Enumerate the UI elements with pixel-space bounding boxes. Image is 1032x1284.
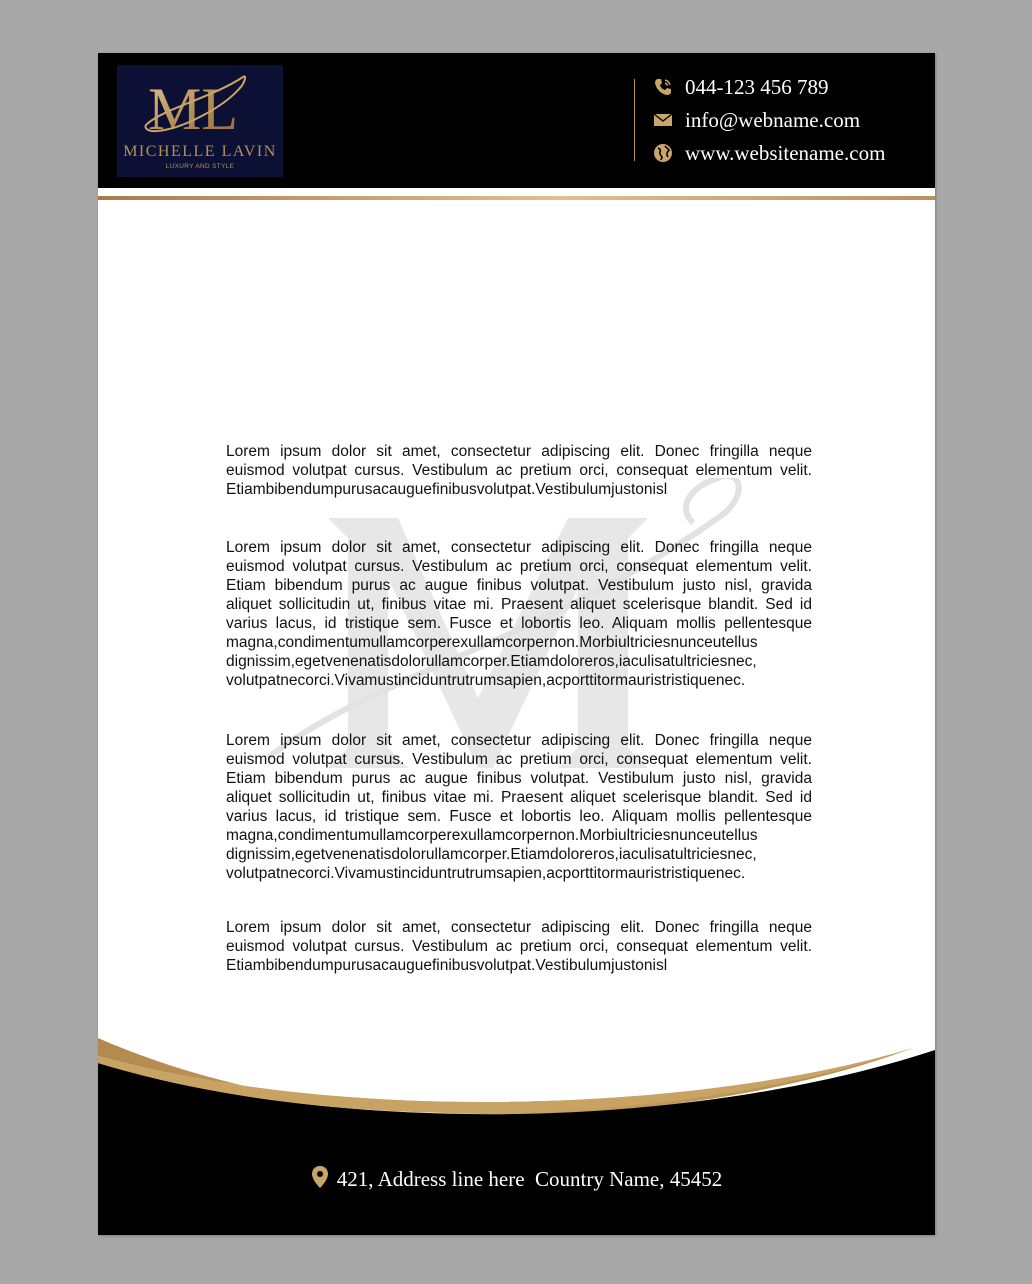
contact-phone-text: 044-123 456 789	[685, 74, 829, 99]
monogram-logo-mark	[143, 69, 257, 141]
body-paragraph: Lorem ipsum dolor sit amet, consectetur adipiscing elit. Donec fringilla neque euismod volutpat cursus. Vestibulum ac pretium orci, consequat elementum velit. Etiambibendumpurusacauguefinibusvolutpat.Vestibulumjustonisl	[226, 919, 812, 974]
contact-website-text: www.websitename.com	[685, 140, 886, 165]
brand-name: MICHELLE LAVIN	[123, 143, 277, 160]
footer-wave	[98, 1028, 935, 1235]
footer-address-text: 421, Address line here Country Name, 45452	[336, 1167, 723, 1191]
header-divider	[634, 79, 635, 161]
body-paragraph: Lorem ipsum dolor sit amet, consectetur adipiscing elit. Donec fringilla neque euismod volutpat cursus. Vestibulum ac pretium orci, consequat elementum velit. Etiam bibendum purus ac augue finibus volutpat. Vestibulum justo nisl, gravida aliquet sollicitudin ut, finibus vitae mi. Praesent aliquet scelerisque blandit. Sed id varius lacus, id tristique sem. Fusce et lobortis leo. Aliquam mollis pellentesque magna,condimentumullamcorperexullamcorpernon.Morbiultriciesnunceutellus dignissim,egetvenenatisdolorullamcorper.Etiamdoloreros,iaculisatultriciesnec, volutpatnecorci.Vivamustinciduntrutrumsapien,acporttitormauristristiquenec.	[226, 732, 812, 882]
globe-icon	[652, 142, 674, 164]
contact-website[interactable]	[652, 139, 932, 167]
contact-phone[interactable]	[652, 73, 932, 101]
header-gold-rule	[98, 196, 935, 200]
body-paragraph: Lorem ipsum dolor sit amet, consectetur adipiscing elit. Donec fringilla neque euismod volutpat cursus. Vestibulum ac pretium orci, consequat elementum velit. Etiambibendumpurusacauguefinibusvolutpat.Vestibulumjustonisl	[226, 443, 812, 498]
brand-logo	[117, 65, 283, 177]
brand-tagline: LUXURY AND STYLE	[165, 163, 235, 170]
monogram-letters: ML	[148, 76, 238, 141]
letterhead-page	[98, 53, 935, 1235]
contact-email[interactable]	[652, 106, 932, 134]
contact-email-text: info@webname.com	[685, 107, 861, 132]
header-bar	[98, 53, 935, 188]
body-paragraph: Lorem ipsum dolor sit amet, consectetur adipiscing elit. Donec fringilla neque euismod volutpat cursus. Vestibulum ac pretium orci, consequat elementum velit. Etiam bibendum purus ac augue finibus volutpat. Vestibulum justo nisl, gravida aliquet sollicitudin ut, finibus vitae mi. Praesent aliquet scelerisque blandit. Sed id varius lacus, id tristique sem. Fusce et lobortis leo. Aliquam mollis pellentesque magna,condimentumullamcorperexullamcorpernon.Morbiultriciesnunceutellus dignissim,egetvenenatisdolorullamcorper.Etiamdoloreros,iaculisatultriciesnec, volutpatnecorci.Vivamustinciduntrutrumsapien,acporttitormauristristiquenec.	[226, 539, 812, 689]
mail-icon	[652, 109, 674, 131]
footer-address	[98, 1165, 935, 1194]
phone-icon	[652, 76, 674, 98]
location-pin-icon	[311, 1165, 329, 1194]
